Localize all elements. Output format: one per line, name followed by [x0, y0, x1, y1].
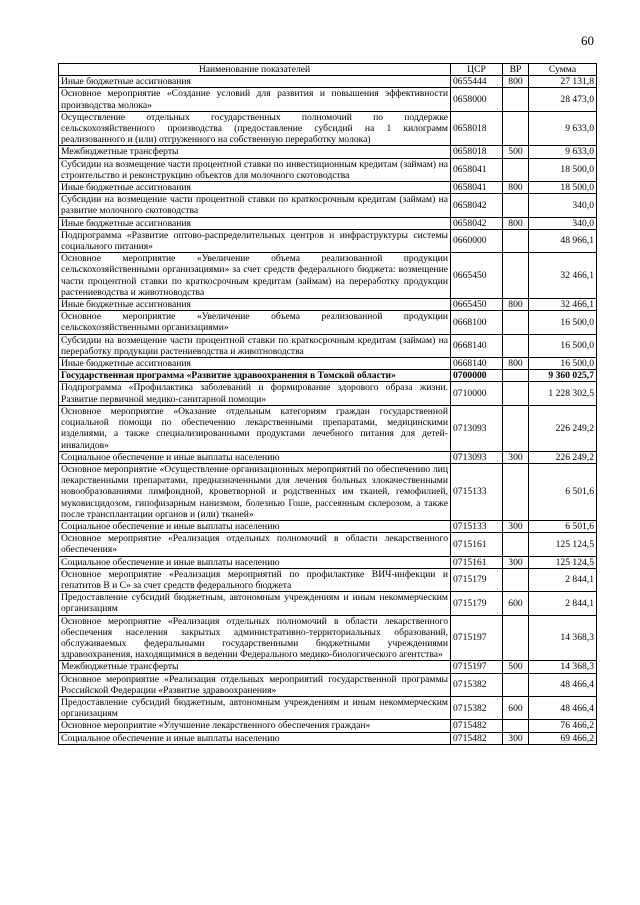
- row-vr: 800: [503, 217, 529, 229]
- row-sum: 6 501,6: [529, 520, 597, 532]
- row-sum: 18 500,0: [529, 182, 597, 194]
- row-csr: 0700000: [451, 370, 503, 382]
- row-csr: 0715161: [451, 533, 503, 556]
- row-sum: 125 124,5: [529, 556, 597, 568]
- row-sum: 226 249,2: [529, 405, 597, 451]
- row-vr: 800: [503, 182, 529, 194]
- table-row: [59, 720, 597, 732]
- row-name: Основное мероприятие «Реализация отдельных полномочий в области лекарственного обеспечения»: [59, 533, 451, 556]
- table-row: [59, 732, 597, 744]
- row-sum: 76 466,2: [529, 720, 597, 732]
- row-vr: [503, 568, 529, 591]
- row-csr: 0713093: [451, 451, 503, 463]
- row-name: Социальное обеспечение и иные выплаты населению: [59, 520, 451, 532]
- row-sum: 27 131,8: [529, 76, 597, 88]
- row-name: Субсидии на возмещение части процентной ставки по краткосрочным кредитам (займам) на развитие молочного скотоводства: [59, 194, 451, 217]
- row-vr: 600: [503, 696, 529, 719]
- header-vr: ВР: [503, 64, 529, 76]
- header-csr: ЦСР: [451, 64, 503, 76]
- row-sum: 14 368,3: [529, 615, 597, 661]
- row-vr: [503, 405, 529, 451]
- row-csr: 0658041: [451, 158, 503, 181]
- row-csr: 0665450: [451, 253, 503, 299]
- row-vr: 800: [503, 76, 529, 88]
- row-name: Межбюджетные трансферты: [59, 661, 451, 673]
- row-sum: 16 500,0: [529, 311, 597, 334]
- row-csr: 0665450: [451, 299, 503, 311]
- header-row: [59, 64, 597, 76]
- row-name: Основное мероприятие «Реализация отдельных полномочий в области лекарственного обеспечения населения закрытых административно-территориальных образований, обслуживаемых федеральными государственными бюджетными учреждениями здравоохранения, находящимися в ведении Федерального медико-биологического агентства»: [59, 615, 451, 661]
- row-name: Основное мероприятие «Оказание отдельным категориям граждан государственной социальной помощи по обеспечению лекарственными препаратами, медицинскими изделиями, а также специализированными продуктами лечебного питания для детей-инвалидов»: [59, 405, 451, 451]
- row-csr: 0715179: [451, 568, 503, 591]
- row-sum: 2 844,1: [529, 592, 597, 615]
- row-sum: 16 500,0: [529, 358, 597, 370]
- row-vr: [503, 382, 529, 405]
- table-row: [59, 299, 597, 311]
- table-row: [59, 76, 597, 88]
- row-vr: 600: [503, 592, 529, 615]
- row-name: Государственная программа «Развитие здравоохранения в Томской области»: [59, 370, 451, 382]
- row-sum: 32 466,1: [529, 253, 597, 299]
- table-row: [59, 194, 597, 217]
- row-csr: 0655444: [451, 76, 503, 88]
- row-vr: [503, 720, 529, 732]
- row-vr: [503, 229, 529, 252]
- table-row: [59, 451, 597, 463]
- table-row: [59, 673, 597, 696]
- budget-table: [58, 63, 597, 745]
- row-vr: 800: [503, 299, 529, 311]
- row-sum: 28 473,0: [529, 88, 597, 111]
- row-csr: 0715197: [451, 615, 503, 661]
- row-csr: 0658000: [451, 88, 503, 111]
- row-sum: 32 466,1: [529, 299, 597, 311]
- table-row: [59, 568, 597, 591]
- row-vr: 300: [503, 520, 529, 532]
- table-row: [59, 253, 597, 299]
- row-vr: 300: [503, 556, 529, 568]
- table-row: [59, 370, 597, 382]
- row-csr: 0715382: [451, 696, 503, 719]
- row-sum: 340,0: [529, 194, 597, 217]
- row-sum: 6 501,6: [529, 463, 597, 520]
- row-csr: 0715197: [451, 661, 503, 673]
- table-row: [59, 615, 597, 661]
- row-sum: 48 966,1: [529, 229, 597, 252]
- row-vr: 500: [503, 146, 529, 158]
- row-csr: 0715179: [451, 592, 503, 615]
- row-sum: 9 633,0: [529, 146, 597, 158]
- row-csr: 0658041: [451, 182, 503, 194]
- row-csr: 0668140: [451, 334, 503, 357]
- row-sum: 69 466,2: [529, 732, 597, 744]
- table-row: [59, 334, 597, 357]
- row-csr: 0715161: [451, 556, 503, 568]
- row-csr: 0715133: [451, 520, 503, 532]
- row-name: Основное мероприятие «Увеличение объема реализованной продукции сельскохозяйственными организациями» за счет средств федерального бюджета: возмещение части процентной ставки по краткосрочным кредитам (займам) на переработку продукции растениеводства и животноводства: [59, 253, 451, 299]
- table-row: [59, 533, 597, 556]
- row-name: Иные бюджетные ассигнования: [59, 76, 451, 88]
- row-vr: [503, 158, 529, 181]
- row-vr: [503, 533, 529, 556]
- table-row: [59, 661, 597, 673]
- row-vr: [503, 194, 529, 217]
- row-name: Основное мероприятие «Осуществление организационных мероприятий по обеспечению лиц лекарственными препаратами, предназначенными для лечения больных злокачественными новообразованиями лимфоидной, кроветворной и родственных им тканей, гемофилией, муковисцидозом, гипофизарным нанизмом, болезнью Гоше, рассеянным склерозом, а также после трансплантации органов и (или) тканей»: [59, 463, 451, 520]
- table-header: [59, 64, 597, 76]
- row-name: Иные бюджетные ассигнования: [59, 182, 451, 194]
- row-csr: 0668140: [451, 358, 503, 370]
- table-row: [59, 158, 597, 181]
- table-body: [59, 76, 597, 745]
- row-sum: 48 466,4: [529, 673, 597, 696]
- row-csr: 0658042: [451, 194, 503, 217]
- table-row: [59, 111, 597, 146]
- row-vr: [503, 334, 529, 357]
- row-vr: [503, 370, 529, 382]
- row-vr: [503, 615, 529, 661]
- row-csr: 0658018: [451, 146, 503, 158]
- row-sum: 9 360 025,7: [529, 370, 597, 382]
- row-name: Основное мероприятие «Создание условий для развития и повышения эффективности производства молока»: [59, 88, 451, 111]
- row-csr: 0715382: [451, 673, 503, 696]
- row-name: Иные бюджетные ассигнования: [59, 299, 451, 311]
- row-csr: 0660000: [451, 229, 503, 252]
- row-name: Социальное обеспечение и иные выплаты населению: [59, 451, 451, 463]
- row-vr: [503, 253, 529, 299]
- row-sum: 14 368,3: [529, 661, 597, 673]
- row-name: Иные бюджетные ассигнования: [59, 217, 451, 229]
- row-vr: [503, 311, 529, 334]
- row-csr: 0710000: [451, 382, 503, 405]
- table-row: [59, 88, 597, 111]
- row-name: Субсидии на возмещение части процентной ставки по инвестиционным кредитам (займам) на строительство и реконструкцию объектов для молочного скотоводства: [59, 158, 451, 181]
- row-name: Иные бюджетные ассигнования: [59, 358, 451, 370]
- table-row: [59, 520, 597, 532]
- table-row: [59, 311, 597, 334]
- row-csr: 0668100: [451, 311, 503, 334]
- row-vr: [503, 88, 529, 111]
- row-csr: 0715482: [451, 720, 503, 732]
- row-vr: 300: [503, 732, 529, 744]
- row-csr: 0713093: [451, 405, 503, 451]
- row-sum: 9 633,0: [529, 111, 597, 146]
- row-vr: [503, 111, 529, 146]
- row-sum: 16 500,0: [529, 334, 597, 357]
- row-csr: 0715482: [451, 732, 503, 744]
- header-sum: Сумма: [529, 64, 597, 76]
- row-name: Основное мероприятие «Увеличение объема реализованной продукции сельскохозяйственными организациями»: [59, 311, 451, 334]
- row-name: Подпрограмма «Профилактика заболеваний и формирование здорового образа жизни. Развитие первичной медико-санитарной помощи»: [59, 382, 451, 405]
- row-name: Межбюджетные трансферты: [59, 146, 451, 158]
- row-vr: [503, 673, 529, 696]
- row-csr: 0658018: [451, 111, 503, 146]
- row-csr: 0715133: [451, 463, 503, 520]
- table-row: [59, 382, 597, 405]
- row-name: Осуществление отдельных государственных полномочий по поддержке сельскохозяйственного производства (предоставление субсидий на 1 килограмм реализованного и (или) отгруженного на собственную переработку молока): [59, 111, 451, 146]
- row-name: Основное мероприятие «Реализация мероприятий по профилактике ВИЧ-инфекции и гепатитов В и С» за счет средств федерального бюджета: [59, 568, 451, 591]
- row-vr: 500: [503, 661, 529, 673]
- table-row: [59, 146, 597, 158]
- table-row: [59, 217, 597, 229]
- row-name: Субсидии на возмещение части процентной ставки по краткосрочным кредитам (займам) на переработку продукции растениеводства и животноводства: [59, 334, 451, 357]
- row-sum: 2 844,1: [529, 568, 597, 591]
- row-vr: 300: [503, 451, 529, 463]
- table-row: [59, 182, 597, 194]
- row-name: Предоставление субсидий бюджетным, автономным учреждениям и иным некоммерческим организациям: [59, 592, 451, 615]
- row-csr: 0658042: [451, 217, 503, 229]
- row-sum: 226 249,2: [529, 451, 597, 463]
- row-sum: 1 228 302,5: [529, 382, 597, 405]
- row-name: Предоставление субсидий бюджетным, автономным учреждениям и иным некоммерческим организациям: [59, 696, 451, 719]
- header-name: Наименование показателей: [59, 64, 451, 76]
- table-row: [59, 556, 597, 568]
- row-name: Социальное обеспечение и иные выплаты населению: [59, 556, 451, 568]
- table-row: [59, 463, 597, 520]
- row-name: Основное мероприятие «Улучшение лекарственного обеспечения граждан»: [59, 720, 451, 732]
- table-row: [59, 592, 597, 615]
- row-name: Подпрограмма «Развитие оптово-распределительных центров и инфраструктуры системы социального питания»: [59, 229, 451, 252]
- row-name: Основное мероприятие «Реализация отдельных мероприятий государственной программы Российской Федерации «Развитие здравоохранения»: [59, 673, 451, 696]
- table-row: [59, 229, 597, 252]
- table-row: [59, 405, 597, 451]
- row-vr: 800: [503, 358, 529, 370]
- table-row: [59, 696, 597, 719]
- row-sum: 125 124,5: [529, 533, 597, 556]
- row-vr: [503, 463, 529, 520]
- row-sum: 340,0: [529, 217, 597, 229]
- table-row: [59, 358, 597, 370]
- page-number: 60: [581, 33, 594, 48]
- row-sum: 48 466,4: [529, 696, 597, 719]
- row-sum: 18 500,0: [529, 158, 597, 181]
- row-name: Социальное обеспечение и иные выплаты населению: [59, 732, 451, 744]
